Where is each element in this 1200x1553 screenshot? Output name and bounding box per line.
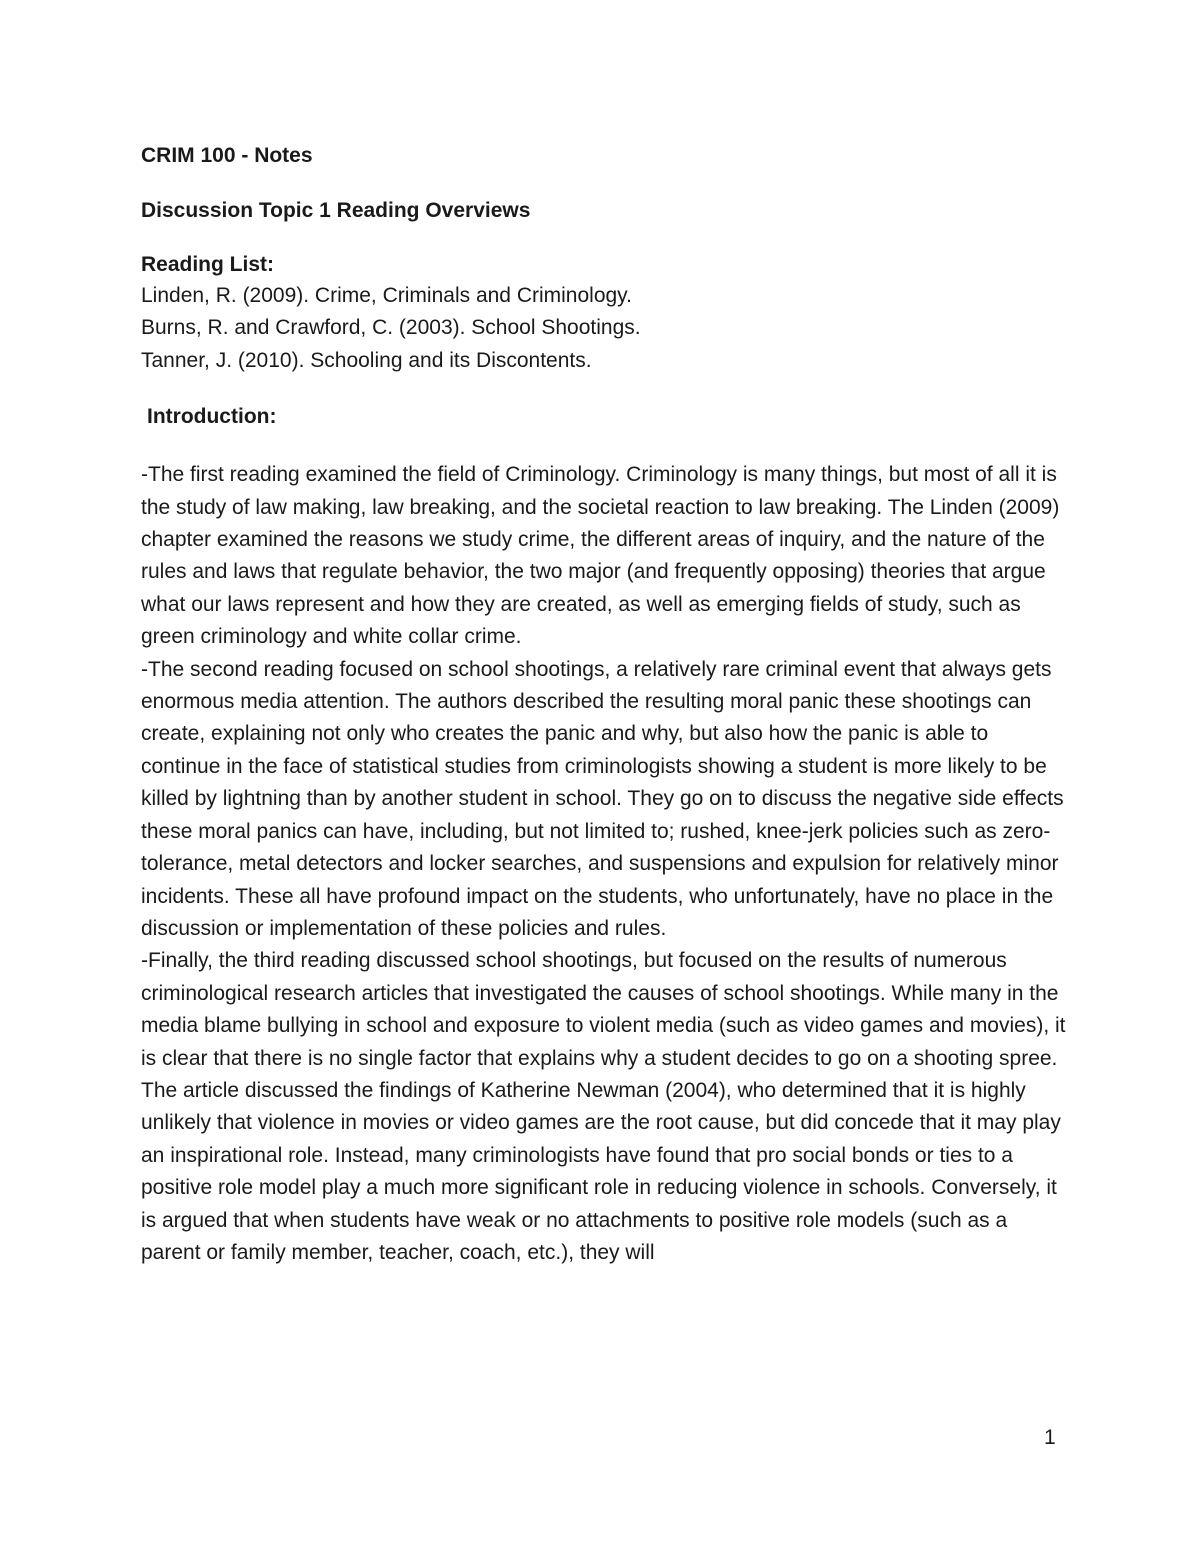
paragraph-first-reading: -The first reading examined the field of Criminology. Criminology is many things, but most of all it is the study of law making, law breaking, and the societal reaction to law breaking. The Linden (2009) chapter examined the reasons we study crime, the different areas of inquiry, and the nature of the rules and laws that regulate behavior, the two major (and frequently opposing) theories that argue what our laws represent and how they are created, as well as emerging fields of study, such as green criminology and white collar crime. — [141, 463, 1060, 649]
reading-list-label: Reading List: — [141, 253, 275, 276]
introduction-heading: Introduction: — [147, 405, 277, 429]
reading-list — [141, 280, 1071, 377]
paragraph-second-reading: -The second reading focused on school shootings, a relatively rare criminal event that always gets enormous media attention. The authors described the resulting moral panic these shootings can create, explaining not only who creates the panic and why, but also how the panic is able to continue in the face of statistical studies from criminologists showing a student is more likely to be killed by lightning than by another student in school. They go on to discuss the negative side effects these moral panics can have, including, but not limited to; rushed, knee-jerk policies such as zero-tolerance, metal detectors and locker searches, and suspensions and expulsion for relatively minor incidents. These all have profound impact on the students, who unfortunately, have no place in the discussion or implementation of these policies and rules. — [141, 657, 1064, 940]
course-title: CRIM 100 - Notes — [141, 144, 313, 167]
reading-list-item: Burns, R. and Crawford, C. (2003). School Shootings. — [141, 316, 641, 340]
reading-list-item: Linden, R. (2009). Crime, Criminals and Criminology. — [141, 284, 632, 307]
reading-list-item: Tanner, J. (2010). Schooling and its Discontents. — [141, 348, 592, 372]
page-number: 1 — [1044, 1426, 1056, 1449]
topic-title: Discussion Topic 1 Reading Overviews — [141, 199, 531, 222]
introduction-body — [141, 459, 1071, 1269]
paragraph-third-reading: -Finally, the third reading discussed school shootings, but focused on the results of numerous criminological research articles that investigated the causes of school shootings. While many in the media blame bullying in school and exposure to violent media (such as video games and movies), it is clear that there is no single factor that explains why a student decides to go on a shooting spree. The article discussed the findings of Katherine Newman (2004), who determined that it is highly unlikely that violence in movies or video games are the root cause, but did concede that it may play an inspirational role. Instead, many criminologists have found that pro social bonds or ties to a positive role model play a much more significant role in reducing violence in schools. Conversely, it is argued that when students have weak or no attachments to positive role models (such as a parent or family member, teacher, coach, etc.), they will — [141, 949, 1066, 1264]
page-content — [141, 141, 1071, 1269]
